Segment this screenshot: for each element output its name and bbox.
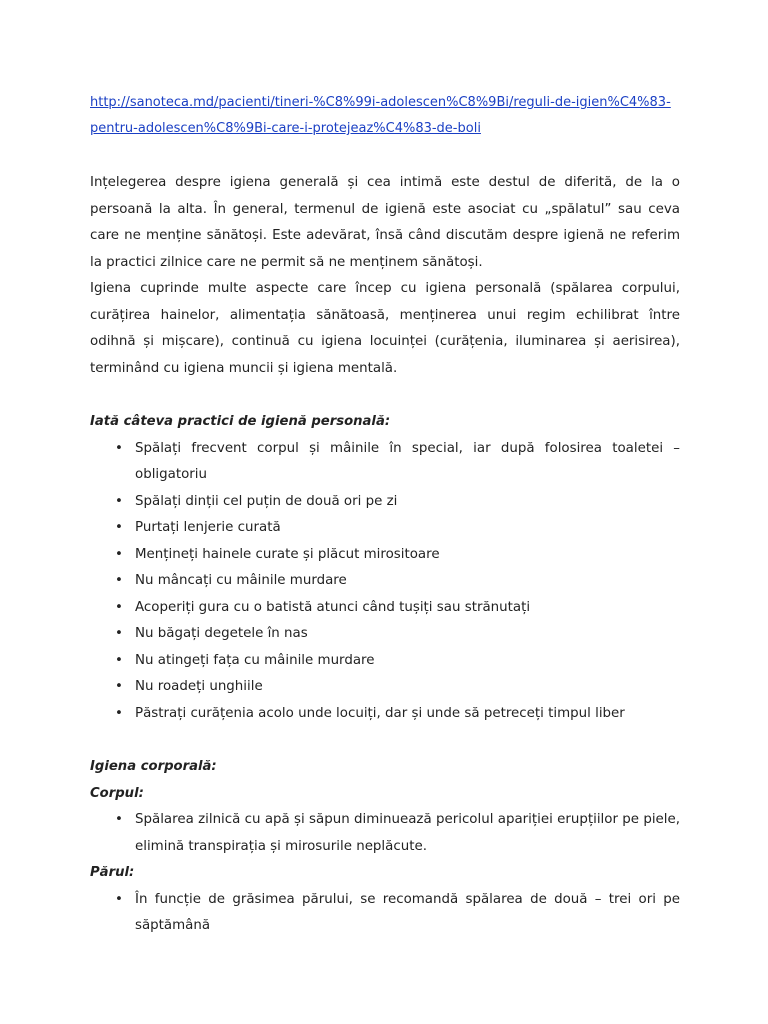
bullet-icon: • [115,679,123,694]
list-item: • Păstrați curățenia acolo unde locuiți, dar și unde să petreceți timpul liber [90,701,680,728]
bullet-icon: • [115,599,123,615]
list-item: • Spălați dinții cel puțin de două ori pe zi [90,489,680,516]
body-subheading: Corpul: [90,785,144,801]
bullet-icon: • [115,812,123,827]
list-item: • În funcție de grăsimea părului, se recomandă spălarea de două – trei ori pe săptămână [90,887,680,940]
bullet-icon: • [115,573,123,588]
intro-paragraph-1: Ințelegerea despre igiena generală și cea intimă este destul de diferită, de la o persoană la alta. În general, termenul de igienă este asociat cu „spălatul” sau ceva care ne menține sănătoși. Este adevărat, însă când discutăm despre igienă ne referim la practici zilnice care ne permit să ne menținem sănătoși. [90,175,680,270]
bullet-icon: • [115,546,123,562]
bullet-icon: • [115,891,123,907]
list-item: • Nu atingeți fața cu mâinile murdare [90,648,680,675]
bullet-icon: • [115,626,123,641]
list-item: • Purtați lenjerie curată [90,515,680,542]
source-link-block [90,90,680,142]
list-item: • Spălați frecvent corpul și mâinile în special, iar după folosirea toaletei – obligatoriu [90,436,680,489]
bullet-icon: • [115,440,123,456]
hair-list [90,887,680,940]
list-item: • Nu roadeți unghiile [90,674,680,701]
list-item: • Nu băgați degetele în nas [90,621,680,648]
hair-subheading: Părul: [90,865,135,880]
source-link-line-1[interactable]: http://sanoteca.md/pacienti/tineri-%C8%99i-adolescen%C8%9Bi/reguli-de-igien%C4%83- [90,95,671,110]
bullet-icon: • [115,493,123,509]
list-item: • Mențineți hainele curate și plăcut mirositoare [90,542,680,569]
practices-heading: Iată câteva practici de igienă personală: [90,414,391,429]
list-item: • Nu mâncați cu mâinile murdare [90,568,680,595]
list-item: • Acoperiți gura cu o batistă atunci când tușiți sau strănutați [90,595,680,622]
bullet-icon: • [115,520,123,535]
list-item: • Spălarea zilnică cu apă și săpun diminuează pericolul apariției erupțiilor pe piele, elimină transpirația și mirosurile neplăcute. [90,807,680,860]
body-list [90,807,680,860]
practices-list [90,436,680,728]
intro-paragraph-2: Igiena cuprinde multe aspecte care încep cu igiena personală (spălarea corpului, curățirea hainelor, alimentația sănătoasă, menținerea unui regim echilibrat între odihnă și mișcare), continuă cu igiena locuinței (curățenia, iluminarea și aerisirea), terminând cu igiena muncii și igiena mentală. [90,281,680,376]
bullet-icon: • [115,652,123,668]
bullet-icon: • [115,705,123,721]
source-link-line-2[interactable]: pentru-adolescen%C8%9Bi-care-i-protejeaz%C4%83-de-boli [90,121,481,136]
corporal-heading: Igiena corporală: [90,759,217,774]
